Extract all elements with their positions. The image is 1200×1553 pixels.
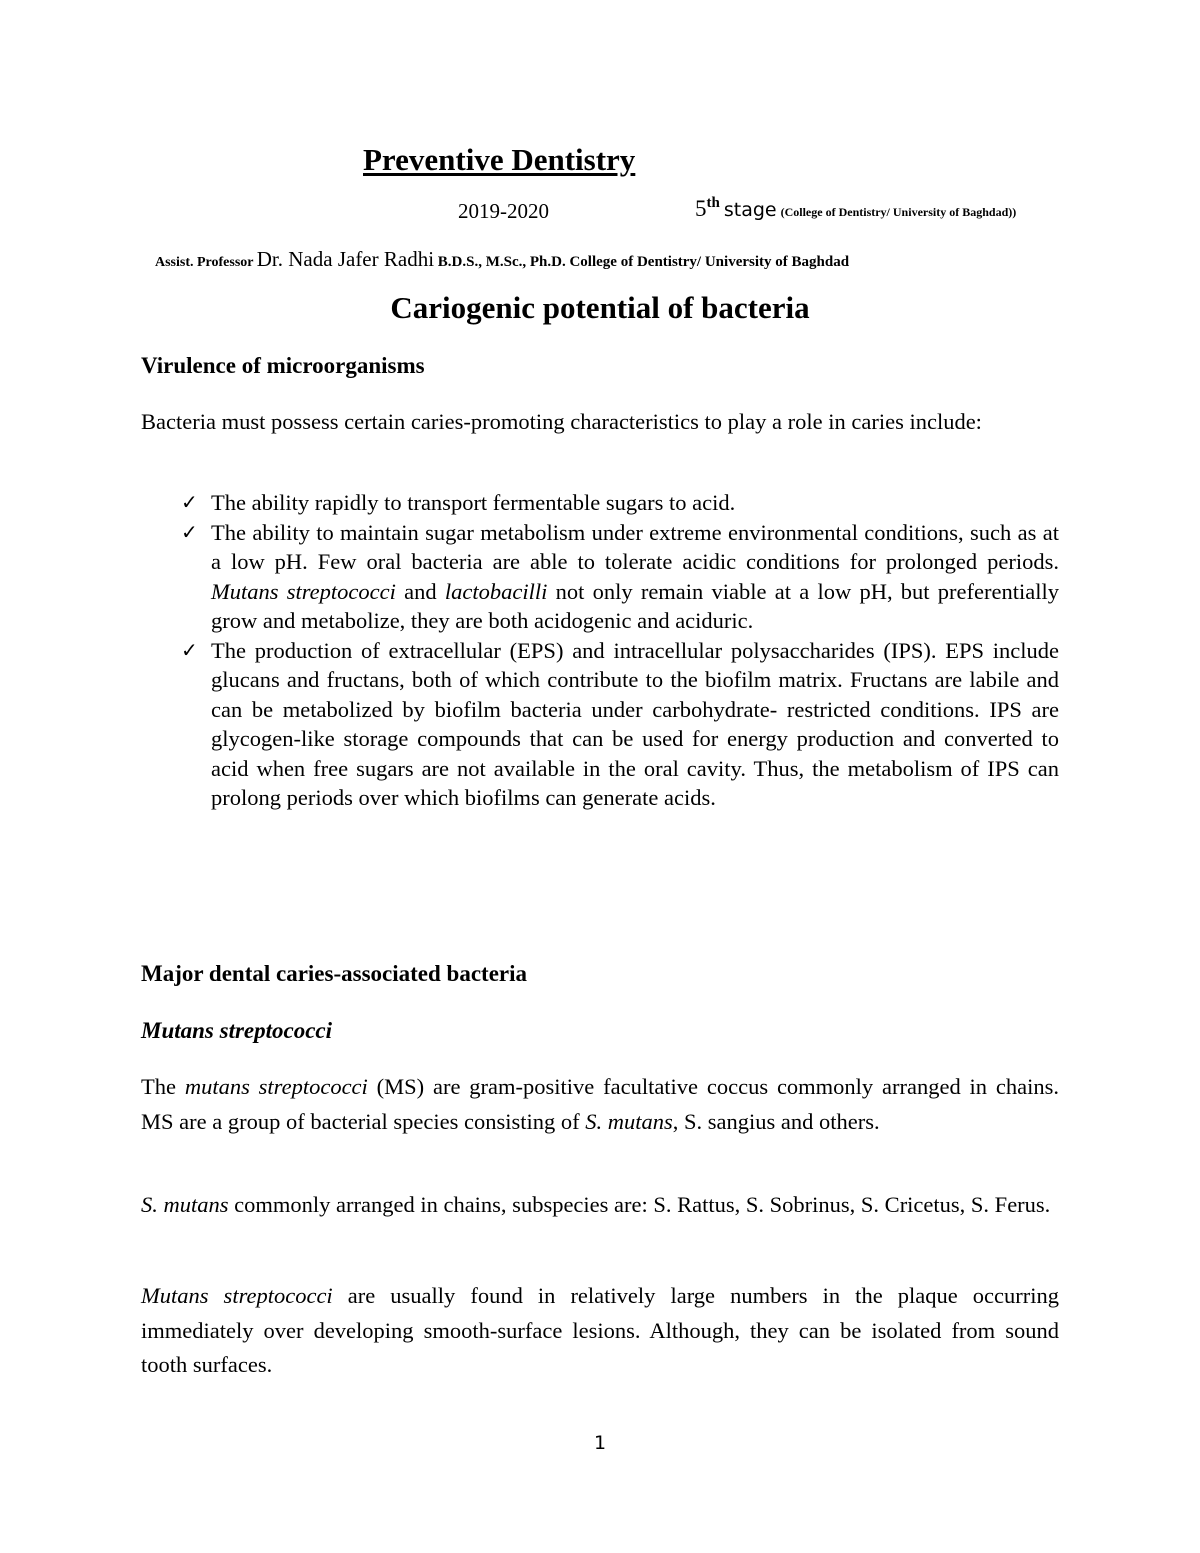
course-title: Preventive Dentistry <box>363 142 636 177</box>
paragraph-text: The <box>141 1074 185 1099</box>
academic-year: 2019-2020 <box>458 199 549 223</box>
emphasis-term: S. mutans <box>585 1108 673 1134</box>
emphasis-term: Mutans streptococci <box>211 578 396 604</box>
section-heading-virulence: Virulence of microorganisms <box>141 353 425 378</box>
subheading-mutans: Mutans streptococci <box>141 1018 333 1043</box>
emphasis-term: mutans streptococci <box>184 1074 368 1099</box>
stage-institution: (College of Dentistry/ University of Baghdad)) <box>780 205 1017 219</box>
checkmark-icon: ✓ <box>181 490 198 514</box>
emphasis-term: Mutans streptococci <box>141 1283 333 1308</box>
main-title: Cariogenic potential of bacteria <box>390 290 810 325</box>
list-item <box>141 518 1059 636</box>
list-item-text: The ability to maintain sugar metabolism under extreme environmental conditions, such as at a low pH. Few oral bacteria are able to tolerate acidic conditions for prolonged periods. <box>211 519 1059 574</box>
emphasis-term: S. mutans <box>141 1192 229 1217</box>
list-item-text: The production of extracellular (EPS) and intracellular polysaccharides (IPS). EPS include glucans and fructans, both of which contribute to the biofilm matrix. Fructans are labile and can be metabolized by biofilm bacteria under carbohydrate- restricted conditions. IPS are glycogen-like storage compounds that can be used for energy production and converted to acid when free sugars are not available in the oral cavity. Thus, the metabolism of IPS can prolong periods over which biofilms can generate acids. <box>211 637 1059 810</box>
paragraph-subspecies <box>141 1188 1059 1223</box>
intro-paragraph: Bacteria must possess certain caries-promoting characteristics to play a role in caries include: <box>141 409 982 434</box>
author-qualifications: B.D.S., M.Sc., Ph.D. College of Dentistry/ University of Baghdad <box>434 254 850 270</box>
stage-word: stage <box>723 199 777 221</box>
list-item-text: The ability rapidly to transport fermentable sugars to acid. <box>211 490 736 515</box>
paragraph-text: are usually found in relatively large numbers in the plaque occurring immediately over developing smooth-surface lesions. Although, they can be isolated from sound tooth surfaces. <box>141 1283 1059 1377</box>
emphasis-term: lactobacilli <box>444 578 548 604</box>
page-number: 1 <box>593 1432 607 1454</box>
list-item <box>141 636 1059 813</box>
paragraph-text: (MS) are gram-positive facultative coccus commonly arranged in chains. MS are a group of bacterial species consisting of <box>141 1074 1059 1134</box>
paragraph-plaque <box>141 1279 1059 1383</box>
paragraph-ms-definition <box>141 1070 1059 1139</box>
stage-line <box>695 195 1016 222</box>
author-line <box>155 247 849 272</box>
section-heading-major-bacteria: Major dental caries-associated bacteria <box>141 961 528 986</box>
paragraph-text: , S. sangius and others. <box>672 1108 880 1134</box>
list-item-text: and <box>395 578 445 604</box>
author-role: Assist. Professor <box>155 255 257 270</box>
checkmark-icon: ✓ <box>181 519 198 544</box>
list-item-text: not only remain viable at a low pH, but preferentially grow and metabolize, they are both acidogenic and aciduric. <box>211 578 1059 633</box>
list-item <box>141 488 1059 518</box>
checkmark-icon: ✓ <box>181 637 198 662</box>
stage-suffix: th <box>706 195 720 211</box>
paragraph-text: commonly arranged in chains, subspecies are: S. Rattus, S. Sobrinus, S. Cricetus, S. Ferus. <box>228 1192 1051 1217</box>
stage-number: 5 <box>695 196 707 221</box>
characteristics-list <box>141 488 1059 813</box>
author-name: Dr. Nada Jafer Radhi <box>256 247 435 271</box>
